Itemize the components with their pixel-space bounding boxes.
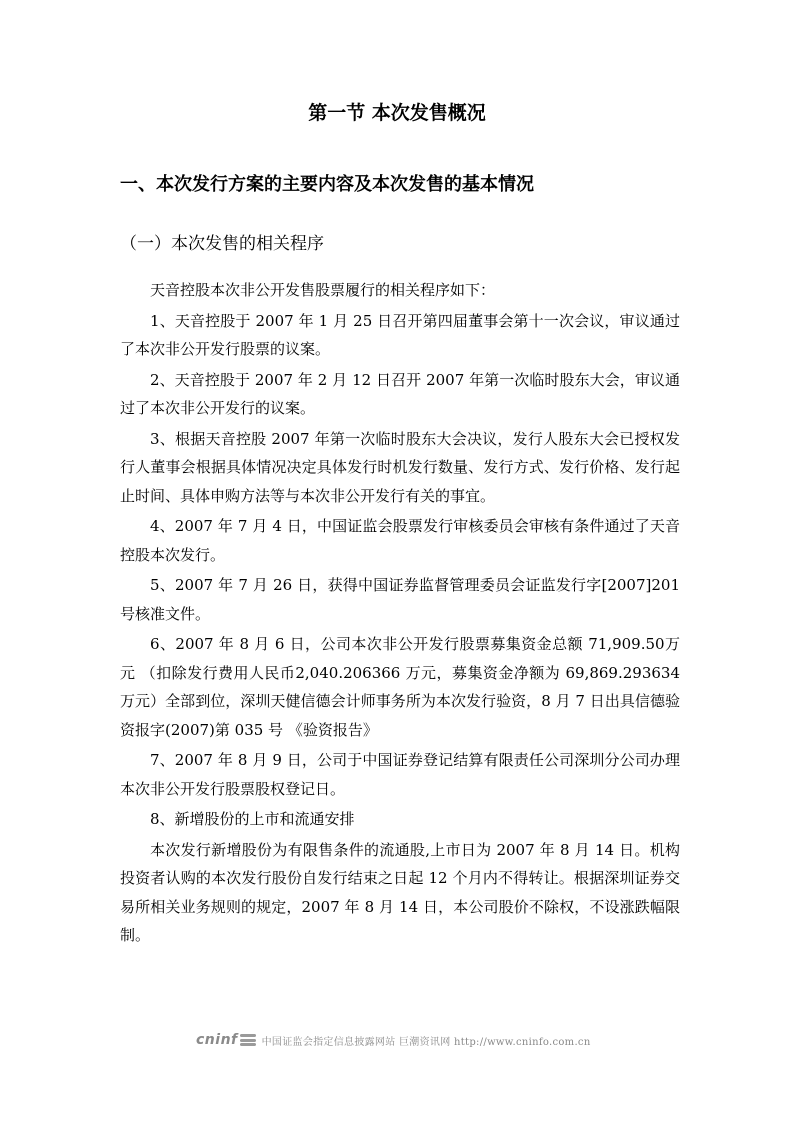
paragraph-item-8: 8、新增股份的上市和流通安排 [150, 810, 355, 828]
footer-source-text: 中国证监会指定信息披露网站 巨潮资讯网 http://www.cninfo.com.cn [261, 1036, 591, 1048]
cninfo-logo-icon [240, 1034, 256, 1046]
paragraph-item-2: 2、天音控股于 2007 年 2 月 12 日召开 2007 年第一次临时股东大会，审议通过了本次非公开发行的议案。 [120, 370, 680, 417]
page-footer [196, 1030, 591, 1050]
body-text [120, 276, 680, 952]
paragraph-item-7: 7、2007 年 8 月 9 日，公司于中国证券登记结算有限责任公司深圳分公司办理本次非公开发行股票股权登记日。 [120, 751, 680, 798]
subsection-heading: （一）本次发售的相关程序 [120, 234, 324, 254]
paragraph-item-5: 5、2007 年 7 月 26 日，获得中国证券监督管理委员会证监发行字[2007]201 号核准文件。 [120, 576, 680, 623]
paragraph-item-3: 3、根据天音控股 2007 年第一次临时股东大会决议，发行人股东大会已授权发行人董事会根据具体情况决定具体发行时机发行数量、发行方式、发行价格、发行起止时间、具体申购方法等与本次非公开发行有关的事宜。 [120, 429, 680, 505]
paragraph-item-4: 4、2007 年 7 月 4 日，中国证监会股票发行审核委员会审核有条件通过了天音控股本次发行。 [120, 517, 680, 564]
section-heading: 一、本次发行方案的主要内容及本次发售的基本情况 [120, 174, 534, 195]
paragraph-item-6: 6、2007 年 8 月 6 日，公司本次非公开发行股票募集资金总额 71,909.50万元 （扣除发行费用人民币2,040.206366 万元，募集资金净额为 69,869.293634 万元）全部到位，深圳天健信德会计师事务所为本次发行验资，8 月 7 日出具信德验资报字(2007)第 035 号 《验资报告》 [120, 635, 680, 739]
paragraph-listing-arrangement: 本次发行新增股份为有限售条件的流通股,上市日为 2007 年 8 月 14 日。机构投资者认购的本次发行股份自发行结束之日起 12 个月内不得转让。根据深圳证券交易所相关业务规则的规定，2007 年 8 月 14 日，本公司股价不除权，不设涨跌幅限制。 [120, 840, 680, 944]
page-title: 第一节 本次发售概况 [308, 102, 486, 124]
paragraph-intro: 天音控股本次非公开发售股票履行的相关程序如下： [150, 281, 496, 299]
cninfo-logo-text: cninf [196, 1032, 238, 1048]
paragraph-item-1: 1、天音控股于 2007 年 1 月 25 日召开第四届董事会第十一次会议，审议通过了本次非公开发行股票的议案。 [120, 311, 680, 358]
